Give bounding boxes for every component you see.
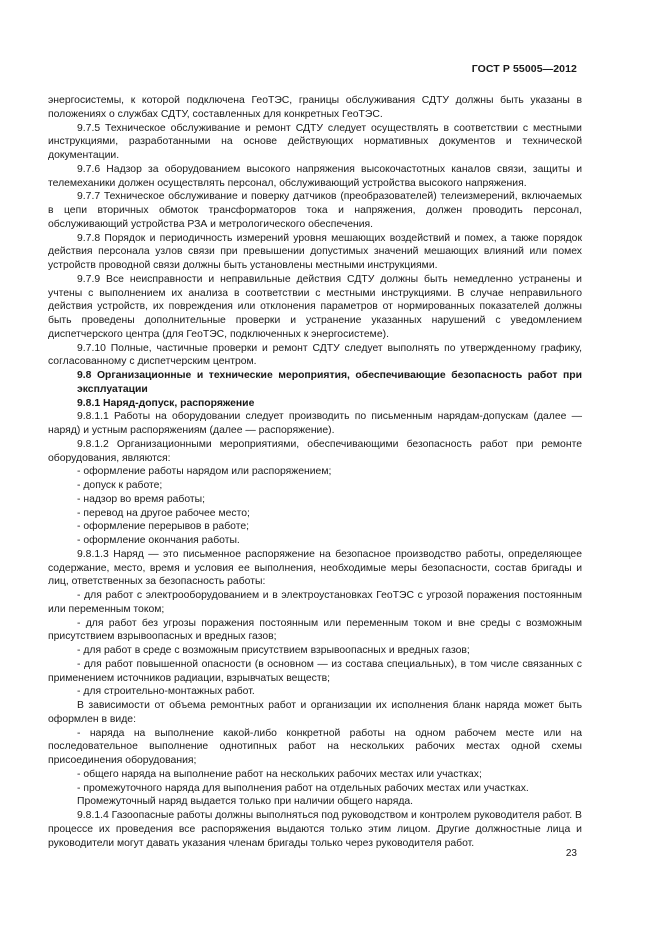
paragraph: энергосистемы, к которой подключена ГеоТЭС, границы обслуживания СДТУ должны быть указаны в положениях о службах СДТУ, составленных для конкретных ГеоТЭС. [48,95,582,120]
list-item: - допуск к работе; [77,480,163,491]
list-item: - перевод на другое рабочее место; [77,507,250,519]
paragraph-9-8-1-1: 9.8.1.1 Работы на оборудовании следует производить по письменным нарядам-допускам (далее — наряд) и устным распоряжениям (далее — распоряжение). [48,411,582,436]
list-item: - для работ с электрооборудованием и в электроустановках ГеоТЭС с угрозой поражения постоянным или переменным током; [48,590,582,615]
list-item: - оформление работы нарядом или распоряжением; [77,466,332,478]
document-body [48,94,582,850]
list-item: - наряда на выполнение какой-либо конкретной работы на одном рабочем месте или на последовательное выполнение однотипных работ на нескольких рабочих местах одной схемы присоединения оборудования; [48,727,582,766]
page-number: 23 [565,848,577,859]
list-item: - промежуточного наряда для выполнения работ на отдельных рабочих местах или участках. [77,782,529,794]
section-heading-9-8: 9.8 Организационные и технические мероприятия, обеспечивающие безопасность работ при эксплуатации [77,370,582,395]
paragraph-9-7-9: 9.7.9 Все неисправности и неправильные действия СДТУ должны быть немедленно устранены и учтены с выполнением их анализа в соответствии с местными инструкциями. В случае неправильного действия устройств, их повреждения или отклонения параметров от нормированных показателей должны быть проведены дополнительные проверки и устранение указанных нарушений с уведомлением диспетчерского центра (для ГеоТЭС, подключенных к энергосистеме). [48,273,582,340]
paragraph-9-7-8: 9.7.8 Порядок и периодичность измерений уровня мешающих воздействий и помех, а также порядок действия персонала узлов связи при превышении допустимых значений мешающих влияний или помех устройств проводной связи должны быть установлены местными инструкциями. [48,232,582,271]
subsection-heading-9-8-1: 9.8.1 Наряд-допуск, распоряжение [77,397,255,409]
list-item: - для работ повышенной опасности (в основном — из состава специальных), в том числе связанных с применением источников радиации, взрывчатых веществ; [48,658,582,684]
standard-code-header: ГОСТ Р 55005—2012 [471,63,577,75]
paragraph-9-7-7: 9.7.7 Техническое обслуживание и поверку датчиков (преобразователей) телеизмерений, включаемых в цепи вторичных обмоток трансформаторов тока и напряжения, должен проводить персонал, обслуживающий устройства РЗА и метрологического обеспечения. [48,191,582,230]
paragraph-9-8-1-2: 9.8.1.2 Организационными мероприятиями, обеспечивающими безопасность работ при ремонте оборудования, являются: [48,438,582,464]
list-item: - надзор во время работы; [77,493,205,505]
list-item: - общего наряда на выполнение работ на нескольких рабочих местах или участках; [77,768,482,780]
list-item: - оформление окончания работы. [77,535,240,546]
paragraph-9-7-10: 9.7.10 Полные, частичные проверки и ремонт СДТУ следует выполнять по утвержденному графику, согласованному с диспетчерским центром. [48,342,582,368]
paragraph-9-7-5: 9.7.5 Техническое обслуживание и ремонт СДТУ следует осуществлять в соответствии с местными инструкциями, разработанными на основе действующих нормативных документов и технической документации. [48,122,582,161]
paragraph: Промежуточный наряд выдается только при наличии общего наряда. [77,796,414,808]
paragraph: В зависимости от объема ремонтных работ и организации их исполнения бланк наряда может быть оформлен в виде: [48,700,582,725]
paragraph-9-8-1-3: 9.8.1.3 Наряд — это письменное распоряжение на безопасное производство работы, определяющее содержание, место, время и условия ее выполнения, необходимые меры безопасности, состав бригады и лиц, ответственных за безопасность работы: [48,548,582,588]
list-item: - для работ без угрозы поражения постоянным или переменным током и вне среды с возможным присутствием взрывоопасных и вредных газов; [48,617,582,643]
paragraph-9-8-1-4: 9.8.1.4 Газоопасные работы должны выполняться под руководством и контролем руководителя работ. В процессе их проведения все распоряжения выдаются только этим лицом. Другие должностные лица и руководители могут давать указания членам бригады только через руководителя работ. [48,810,582,849]
paragraph-9-7-6: 9.7.6 Надзор за оборудованием высокого напряжения высокочастотных каналов связи, защиты и телемеханики должен осуществлять персонал, обслуживающий устройства высокого напряжения. [48,163,582,189]
list-item: - для строительно-монтажных работ. [77,686,255,698]
list-item: - оформление перерывов в работе; [77,521,249,533]
list-item: - для работ в среде с возможным присутствием взрывоопасных и вредных газов; [77,645,470,656]
